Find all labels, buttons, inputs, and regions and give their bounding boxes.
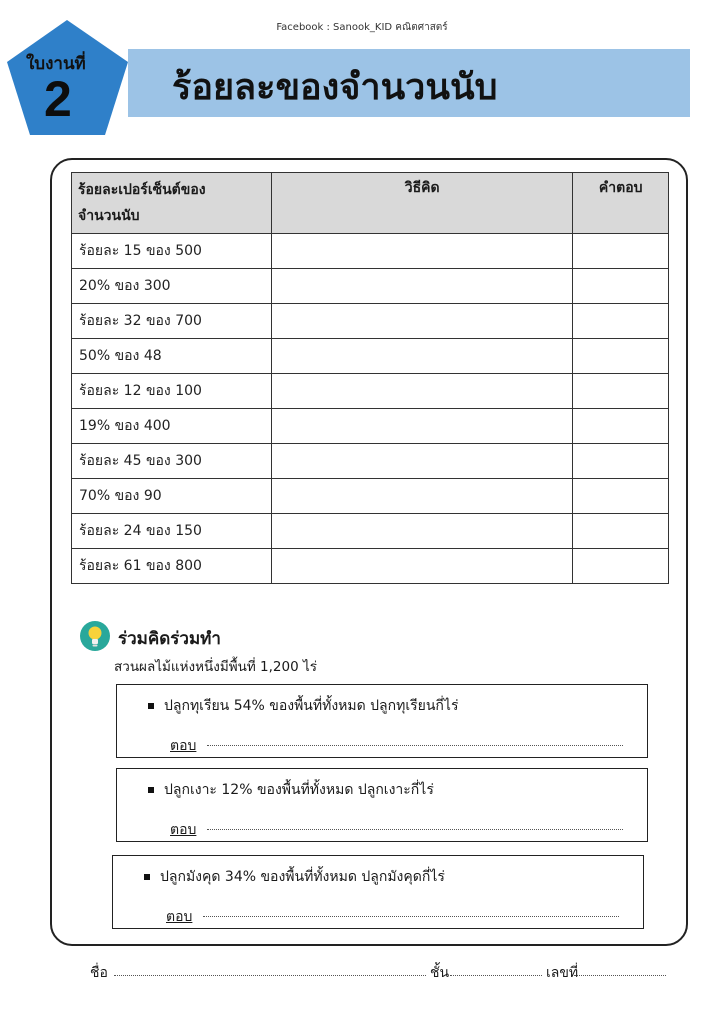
problem-cell: ร้อยละ 12 ของ 100 [72,374,272,409]
table-row [72,234,669,269]
method-cell[interactable] [271,234,573,269]
percent-table [71,172,669,584]
table-row [72,444,669,479]
method-cell[interactable] [271,374,573,409]
question-text: ปลูกทุเรียน 54% ของพื้นที่ทั้งหมด ปลูกทุเรียนกี่ไร่ [164,698,459,714]
activity-intro: สวนผลไม้แห่งหนึ่งมีพื้นที่ 1,200 ไร่ [114,659,318,675]
question-box [116,684,648,758]
question-text: ปลูกมังคุด 34% ของพื้นที่ทั้งหมด ปลูกมังคุดกี่ไร่ [160,869,445,885]
name-field[interactable] [114,975,426,976]
problem-cell: ร้อยละ 45 ของ 300 [72,444,272,479]
bullet-square-icon [148,787,154,793]
student-info-footer [90,962,670,982]
class-label: ชั้น [430,965,450,981]
page-credit: Facebook : Sanook_KID คณิตศาสตร์ [276,22,448,33]
name-label: ชื่อ [90,965,108,981]
number-field[interactable] [574,975,666,976]
number-label: เลขที่ [546,965,579,981]
method-cell[interactable] [271,409,573,444]
table-row [72,374,669,409]
answer-label: ตอบ [170,822,197,838]
table-header-row [72,173,669,234]
answer-cell[interactable] [573,304,669,339]
problem-cell: 50% ของ 48 [72,339,272,374]
badge-label: ใบงานที่ [26,54,86,74]
lightbulb-icon [80,621,110,651]
problem-cell: 20% ของ 300 [72,269,272,304]
column-header-answer: คำตอบ [573,173,669,234]
answer-cell[interactable] [573,409,669,444]
method-cell[interactable] [271,444,573,479]
question-box [116,768,648,842]
answer-cell[interactable] [573,479,669,514]
answer-cell[interactable] [573,339,669,374]
question-text: ปลูกเงาะ 12% ของพื้นที่ทั้งหมด ปลูกเงาะกี่ไร่ [164,782,434,798]
method-cell[interactable] [271,549,573,584]
answer-cell[interactable] [573,514,669,549]
answer-cell[interactable] [573,234,669,269]
bullet-square-icon [144,874,150,880]
class-field[interactable] [450,975,542,976]
method-cell[interactable] [271,339,573,374]
table-row [72,514,669,549]
question-box [112,855,644,929]
activity-title: ร่วมคิดร่วมทำ [118,629,221,649]
answer-line[interactable] [203,916,619,917]
method-cell[interactable] [271,479,573,514]
problem-cell: ร้อยละ 15 ของ 500 [72,234,272,269]
answer-label: ตอบ [166,909,193,925]
table-row [72,409,669,444]
problem-cell: ร้อยละ 61 ของ 800 [72,549,272,584]
table-row [72,549,669,584]
page-title: ร้อยละของจำนวนนับ [172,67,498,108]
answer-label: ตอบ [170,738,197,754]
table-row [72,304,669,339]
problem-cell: ร้อยละ 32 ของ 700 [72,304,272,339]
answer-cell[interactable] [573,549,669,584]
method-cell[interactable] [271,514,573,549]
bullet-square-icon [148,703,154,709]
answer-cell[interactable] [573,269,669,304]
problem-cell: ร้อยละ 24 ของ 150 [72,514,272,549]
column-header-percent: ร้อยละเปอร์เซ็นต์ของจำนวนนับ [72,173,272,234]
answer-line[interactable] [207,829,623,830]
problem-cell: 19% ของ 400 [72,409,272,444]
answer-line[interactable] [207,745,623,746]
table-row [72,269,669,304]
method-cell[interactable] [271,304,573,339]
problem-cell: 70% ของ 90 [72,479,272,514]
answer-cell[interactable] [573,444,669,479]
table-row [72,339,669,374]
column-header-method: วิธีคิด [271,173,573,234]
answer-cell[interactable] [573,374,669,409]
badge-number: 2 [44,71,72,127]
method-cell[interactable] [271,269,573,304]
table-row [72,479,669,514]
